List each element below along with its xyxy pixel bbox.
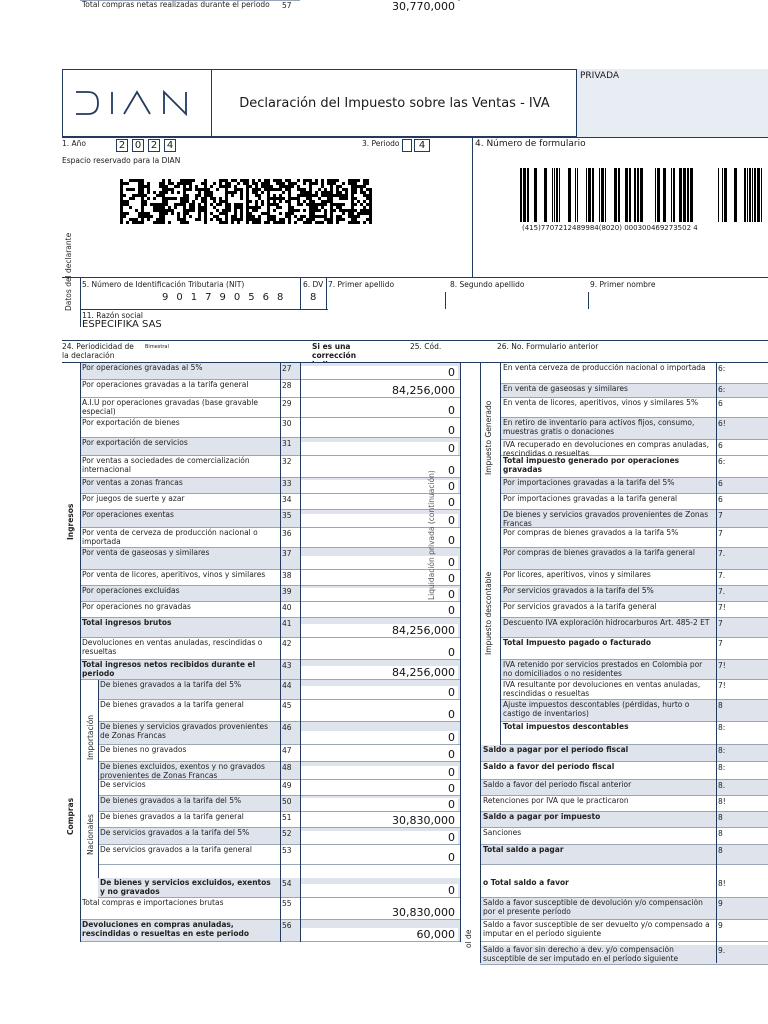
row-label: Por operaciones gravadas al 5% (82, 363, 203, 372)
right-table-row (480, 780, 768, 796)
row-number: 9. (718, 946, 726, 955)
row-label: De bienes y servicios gravados provenientes de Zonas Francas (503, 511, 709, 528)
row-label: De bienes y servicios gravados provenientes de Zonas Francas (100, 722, 269, 740)
row-number: 9 (718, 899, 723, 908)
row-value-field[interactable]: 0 (300, 686, 458, 699)
row-label: En venta de licores, aperitivos, vinos y similares 5% (503, 399, 699, 407)
row-label: De bienes no gravados (100, 745, 187, 754)
row-label: Devoluciones en compras anuladas, rescindidas o resueltas en este periodo (82, 920, 250, 938)
right-table-row (500, 700, 768, 722)
right-table-row (500, 398, 768, 418)
row-label: Por licores, aperitivos, vinos y similares (503, 571, 651, 579)
row-number: 7 (718, 511, 723, 520)
linear-barcode-icon (507, 168, 765, 222)
left-table-row (98, 796, 460, 812)
row-label: De servicios gravados a la tarifa general (100, 845, 252, 854)
right-table-row (480, 845, 768, 865)
row-label: Por importaciones gravadas a la tarifa del 5% (503, 479, 675, 487)
row-value-field[interactable]: 0 (300, 404, 458, 417)
row-number: 40 (282, 603, 292, 612)
left-table-row (80, 602, 460, 618)
row-label: En retiro de inventario para activos fijos, consumo, muestras gratis o donaciones (503, 419, 695, 436)
row-value-field[interactable]: 0 (300, 831, 458, 844)
right-table-row (500, 456, 768, 478)
row-value-field[interactable]: 0 (300, 708, 458, 721)
row-label: Total ingresos brutos (82, 618, 172, 627)
row-number: 8: (718, 763, 726, 772)
row-number: 6! (718, 419, 726, 428)
row-value-field[interactable]: 84,256,000 (300, 384, 458, 397)
left-table-row (98, 745, 460, 762)
row-label: Por operaciones exentas (82, 510, 174, 519)
anio-digit: 2 (148, 139, 160, 152)
row-label: Por ventas a zonas francas (82, 478, 183, 487)
left-table-row (80, 528, 460, 548)
left-table-row (80, 510, 460, 528)
form-title: Declaración del Impuesto sobre las Ventas - IVA (239, 95, 550, 111)
row-label: De bienes gravados a la tarifa general (100, 700, 244, 709)
right-table-row (500, 548, 768, 570)
right-table-row (500, 586, 768, 602)
row-value-field[interactable]: 0 (300, 851, 458, 864)
row-value-field[interactable]: 0 (300, 884, 458, 897)
row-number: 7 (718, 529, 723, 538)
row-number: 39 (282, 587, 292, 596)
row-label: Devoluciones en ventas anuladas, rescindidas o resueltas (82, 638, 263, 656)
row-number: 8! (718, 879, 726, 888)
row-number: 8 (718, 813, 723, 822)
dian-logo-icon (74, 90, 199, 116)
row-value-field[interactable]: 0 (300, 588, 458, 601)
left-table-row (98, 680, 460, 700)
row-number: 31 (282, 439, 292, 448)
left-table-row (80, 398, 460, 418)
importacion-section-label: Importación (86, 714, 95, 760)
row-label: Por venta de gaseosas y similares (82, 548, 210, 557)
row-value-field[interactable]: 0 (300, 604, 458, 617)
row-number: 7! (718, 603, 726, 612)
row-number: 8 (718, 701, 723, 710)
row-label: De bienes gravados a la tarifa del 5% (100, 796, 242, 805)
right-table-row (500, 510, 768, 528)
row-label: Total compras netas realizadas durante el periodo (82, 0, 270, 9)
row-label: Por servicios gravados a la tarifa del 5% (503, 587, 654, 595)
row-label: Saldo a favor susceptible de ser devuelto y/o compensado a imputar en el período siguiente (483, 921, 710, 938)
row-number: 45 (282, 701, 292, 710)
row-label: De bienes gravados a la tarifa general (100, 812, 244, 821)
row-label: IVA retenido por servicios prestados en Colombia por no domiciliados o no residentes (503, 661, 703, 678)
row-value-field[interactable]: 84,256,000 (300, 666, 458, 679)
left-table-row (80, 570, 460, 586)
table-divider (500, 363, 501, 745)
left-table-row (98, 700, 460, 722)
dian-logo (62, 69, 212, 137)
periodicidad-value: Bimestral (145, 344, 169, 350)
row-number: 6 (718, 399, 723, 408)
row-value-field[interactable]: 0 (300, 556, 458, 569)
row-number: 50 (282, 797, 292, 806)
row-label: Total Impuesto pagado o facturado (503, 639, 652, 647)
row-number: 36 (282, 529, 292, 538)
left-table-row (80, 548, 460, 570)
row-number: 33 (282, 479, 292, 488)
right-table-row (480, 920, 768, 942)
row-label: Por importaciones gravadas a la tarifa general (503, 495, 678, 503)
row-label: Por compras de bienes gravados a la tarifa general (503, 549, 695, 557)
row-number: 7! (718, 681, 726, 690)
right-table-row (480, 945, 768, 965)
row-value-field[interactable]: 0 (300, 798, 458, 811)
row-number: 6: (718, 457, 726, 466)
row-label: Ajuste impuestos descontables (pérdidas, hurto o castigo de inventarios) (503, 701, 690, 718)
row-label: Descuento IVA exploración hidrocarburos Art. 485-2 ET (503, 619, 710, 627)
nit-digit: 9 (219, 292, 226, 303)
row-label: Total impuestos descontables (503, 723, 629, 731)
row-number: 44 (282, 681, 292, 690)
row-number: 7. (718, 571, 726, 580)
left-table-row (80, 660, 460, 680)
row-label: Saldo a favor sin derecho a dev. y/o compensación susceptible de ser imputado en el período siguiente (483, 946, 679, 963)
row-label: IVA recuperado en devoluciones en compras anuladas, rescindidas o resueltas (503, 441, 709, 456)
right-table-row (500, 680, 768, 700)
left-table-row (80, 898, 460, 920)
left-table-row (98, 828, 460, 845)
right-table-row (480, 796, 768, 812)
anio-label: 1. Año (62, 139, 87, 148)
row-number: 8 (718, 846, 723, 855)
right-table-row (500, 660, 768, 680)
periodo-label: 3. Periodo (362, 139, 400, 148)
left-table-row (98, 878, 460, 898)
row-label: Saldo a favor susceptible de devolución y/o compensación por el presente período (483, 899, 703, 916)
row-value-field[interactable]: 0 (300, 572, 458, 585)
right-table-row (500, 528, 768, 548)
nit-digit: 5 (248, 292, 255, 303)
nit-digit: 1 (190, 292, 198, 303)
row-number: 29 (282, 399, 292, 408)
row-label: De bienes excluidos, exentos y no gravados provenientes de Zonas Francas (100, 762, 265, 780)
row-label: Por servicios gravados a la tarifa general (503, 603, 657, 611)
left-table-row (80, 0, 460, 13)
row-value-field[interactable]: 84,256,000 (300, 624, 458, 637)
row-label: Saldo a favor del período fiscal (483, 763, 615, 771)
row-label: Total impuesto generado por operaciones gravadas (503, 457, 680, 474)
right-table-row (500, 478, 768, 494)
row-value-field[interactable]: 0 (300, 496, 458, 509)
row-label: En venta cerveza de producción nacional o importada (503, 364, 706, 372)
row-number: 37 (282, 549, 292, 558)
row-value-field[interactable]: 0 (300, 766, 458, 779)
row-number: 8: (718, 723, 726, 732)
row-label: A.I.U por operaciones gravadas (base gravable especial) (82, 398, 259, 416)
periodicidad-label: 24. Periodicidad de la declaración (62, 342, 134, 360)
row-label: Total ingresos netos recibidos durante el periodo (82, 660, 256, 678)
row-label: De servicios (100, 780, 146, 789)
left-table-row (98, 812, 460, 828)
left-table-row (80, 438, 460, 456)
control-section-label: ol de (464, 929, 473, 948)
row-number: 56 (282, 921, 292, 930)
row-value-field[interactable]: 0 (300, 514, 458, 527)
compras-section-label: Compras (66, 797, 75, 835)
row-number: 7! (718, 661, 726, 670)
row-number: 43 (282, 661, 292, 670)
row-value-field[interactable]: 0 (300, 731, 458, 744)
right-table-row (480, 745, 768, 762)
row-value-field[interactable]: 0 (300, 480, 458, 493)
row-number: 28 (282, 381, 292, 390)
row-value-field[interactable]: 0 (300, 366, 458, 379)
row-value-field[interactable]: 60,000 (300, 928, 458, 941)
row-number: 7 (718, 619, 723, 628)
row-value-field[interactable]: 0 (300, 782, 458, 795)
dian-2d-barcode-icon (120, 178, 372, 224)
row-number: 6: (718, 364, 726, 373)
row-number: 9 (718, 921, 723, 930)
row-value-field[interactable]: 0 (300, 424, 458, 437)
row-number: 55 (282, 899, 292, 908)
row-label: Total compras e importaciones brutas (82, 898, 224, 907)
row-label: Por juegos de suerte y azar (82, 494, 185, 503)
anio-digit: 0 (132, 139, 144, 152)
row-number: 57 (282, 1, 292, 10)
row-number: 27 (282, 364, 292, 373)
nit-digit: 0 (176, 292, 183, 303)
row-label: IVA resultante por devoluciones en ventas anuladas, rescindidas o resueltas (503, 681, 701, 698)
row-label: Saldo a favor del período fiscal anterior (483, 781, 632, 789)
nit-digit: 7 (205, 292, 212, 303)
right-table-row (480, 898, 768, 920)
row-number: 6 (718, 441, 723, 450)
dv-label: 6. DV (303, 280, 324, 289)
formulario-label: 4. Número de formulario (475, 139, 586, 149)
row-number: 38 (282, 571, 292, 580)
right-table-row (480, 812, 768, 828)
row-label: De bienes gravados a la tarifa del 5% (100, 680, 242, 689)
right-table-row (500, 440, 768, 456)
row-label: Total saldo a pagar (483, 846, 564, 854)
right-table-row (500, 570, 768, 586)
right-table-row (500, 418, 768, 440)
row-number: 8! (718, 797, 726, 806)
row-label: De servicios gravados a la tarifa del 5% (100, 828, 250, 837)
left-table-row (80, 494, 460, 510)
left-table-row (80, 418, 460, 438)
row-label: o Total saldo a favor (483, 879, 569, 887)
row-number: 51 (282, 813, 292, 822)
nit-value[interactable] (162, 292, 283, 303)
row-number: 6 (718, 495, 723, 504)
left-table-row (80, 586, 460, 602)
left-table-row (80, 618, 460, 638)
row-number: 6 (718, 479, 723, 488)
row-number: 8 (718, 829, 723, 838)
table-divider (480, 363, 481, 963)
row-number: 35 (282, 511, 292, 520)
correccion-label: Si es una corrección (312, 342, 357, 360)
formulario-anterior-label: 26. No. Formulario anterior (497, 342, 599, 351)
table-divider (300, 363, 301, 942)
row-number: 8: (718, 746, 726, 755)
row-value-field[interactable]: 30,770,000 (300, 0, 458, 13)
row-number: 6: (718, 385, 726, 394)
nit-label: 5. Número de Identificación Tributaria (NIT) (82, 280, 245, 289)
table-divider (460, 363, 461, 942)
row-label: Por operaciones no gravadas (82, 602, 191, 611)
dv-value[interactable]: 8 (310, 292, 317, 303)
table-divider (98, 680, 99, 878)
segundo-apellido-label: 8. Segundo apellido (450, 280, 525, 289)
primer-apellido-label: 7. Primer apellido (328, 280, 395, 289)
row-label: Por operaciones gravadas a la tarifa general (82, 380, 249, 389)
left-table-row (80, 380, 460, 398)
nit-digit: 0 (233, 292, 241, 303)
periodo-spacer (402, 139, 412, 152)
cod-label: 25. Cód. (410, 342, 442, 351)
right-table-row (480, 762, 768, 780)
nit-digit: 6 (262, 292, 269, 303)
anio-digit: 4 (164, 139, 176, 152)
row-number: 41 (282, 619, 292, 628)
row-value-field[interactable]: 0 (300, 748, 458, 761)
right-table-row (500, 618, 768, 638)
row-label: Por compras de bienes gravados a la tarifa 5% (503, 529, 679, 537)
row-number: 8. (718, 781, 726, 790)
table-divider (280, 363, 281, 942)
right-table-row (500, 722, 768, 745)
row-number: 49 (282, 781, 292, 790)
liquidacion-continuacion-label: Liquidación privada (continuación) (427, 470, 436, 600)
right-table-row (480, 828, 768, 845)
row-number: 34 (282, 495, 292, 504)
row-label: Por exportación de bienes (82, 418, 180, 427)
row-number: 48 (282, 763, 292, 772)
table-divider (80, 363, 81, 942)
row-value-field[interactable]: 0 (300, 442, 458, 455)
primer-nombre-label: 9. Primer nombre (590, 280, 656, 289)
row-value-field[interactable]: 30,830,000 (300, 906, 458, 919)
row-label: De bienes y servicios excluidos, exentos y no gravados (100, 878, 271, 896)
row-label: Retenciones por IVA que le practicaron (483, 797, 629, 805)
reservado-label: Espacio reservado para la DIAN (62, 156, 181, 165)
nit-digit: 8 (277, 292, 284, 303)
row-number: 7. (718, 549, 726, 558)
impuesto-generado-label: Impuesto Generado (484, 400, 493, 475)
nit-digit: 9 (162, 292, 169, 303)
row-label: Por venta de licores, aperitivos, vinos y similares (82, 570, 266, 579)
row-label: Por exportación de servicios (82, 438, 188, 447)
row-label: Por venta de cerveza de producción nacional o importada (82, 528, 258, 546)
row-label: Sanciones (483, 829, 522, 837)
row-number: 7 (718, 639, 723, 648)
row-label: Por operaciones excluidas (82, 586, 180, 595)
row-number: 30 (282, 419, 292, 428)
datos-declarante-label: Datos del declarante (64, 232, 73, 311)
row-number: 53 (282, 846, 292, 855)
impuesto-descontable-label: Impuesto descontable (484, 571, 493, 655)
row-label: Por ventas a sociedades de comercialización internacional (82, 456, 250, 474)
row-number: 47 (282, 746, 292, 755)
nacionales-section-label: Nacionales (86, 814, 95, 855)
row-value-field[interactable]: 30,830,000 (300, 814, 458, 827)
left-table-row (98, 845, 460, 865)
left-table-row (98, 780, 460, 796)
left-table-row (80, 456, 460, 478)
left-table-row (98, 722, 460, 745)
row-value-field[interactable]: 0 (300, 464, 458, 477)
anio-digit: 2 (116, 139, 128, 152)
razon-social-label: 11. Razón social (82, 311, 143, 320)
left-table-row (98, 762, 460, 780)
left-table-row (80, 478, 460, 494)
row-label: Saldo a pagar por impuesto (483, 813, 601, 821)
barcode-text: (415)7707212489984(8020) 000300469273502 4 (522, 224, 698, 232)
periodo-value[interactable]: 4 (414, 139, 430, 152)
row-value-field[interactable]: 0 (300, 646, 458, 659)
right-table-row (500, 384, 768, 398)
right-table-row (480, 878, 768, 898)
privada-label: PRIVADA (576, 69, 768, 137)
row-label: En venta de gaseosas y similares (503, 385, 628, 393)
row-number: 54 (282, 879, 292, 888)
row-number: 7. (718, 587, 726, 596)
table-divider (716, 363, 717, 963)
left-table-row (80, 363, 460, 380)
razon-social-value[interactable]: ESPECIFIKA SAS (82, 319, 162, 330)
row-number: 32 (282, 457, 292, 466)
row-number: 52 (282, 829, 292, 838)
ingresos-section-label: Ingresos (66, 503, 75, 540)
left-table-row (80, 920, 460, 942)
anio-digits[interactable] (116, 139, 176, 152)
row-label: Saldo a pagar por el período fiscal (483, 746, 629, 754)
right-table-row (500, 638, 768, 660)
right-table-row (500, 494, 768, 510)
right-table-row (500, 602, 768, 618)
row-number: 42 (282, 639, 292, 648)
left-table-row (80, 638, 460, 660)
right-table-row (500, 363, 768, 384)
row-number: 46 (282, 723, 292, 732)
row-value-field[interactable]: 0 (300, 534, 458, 547)
